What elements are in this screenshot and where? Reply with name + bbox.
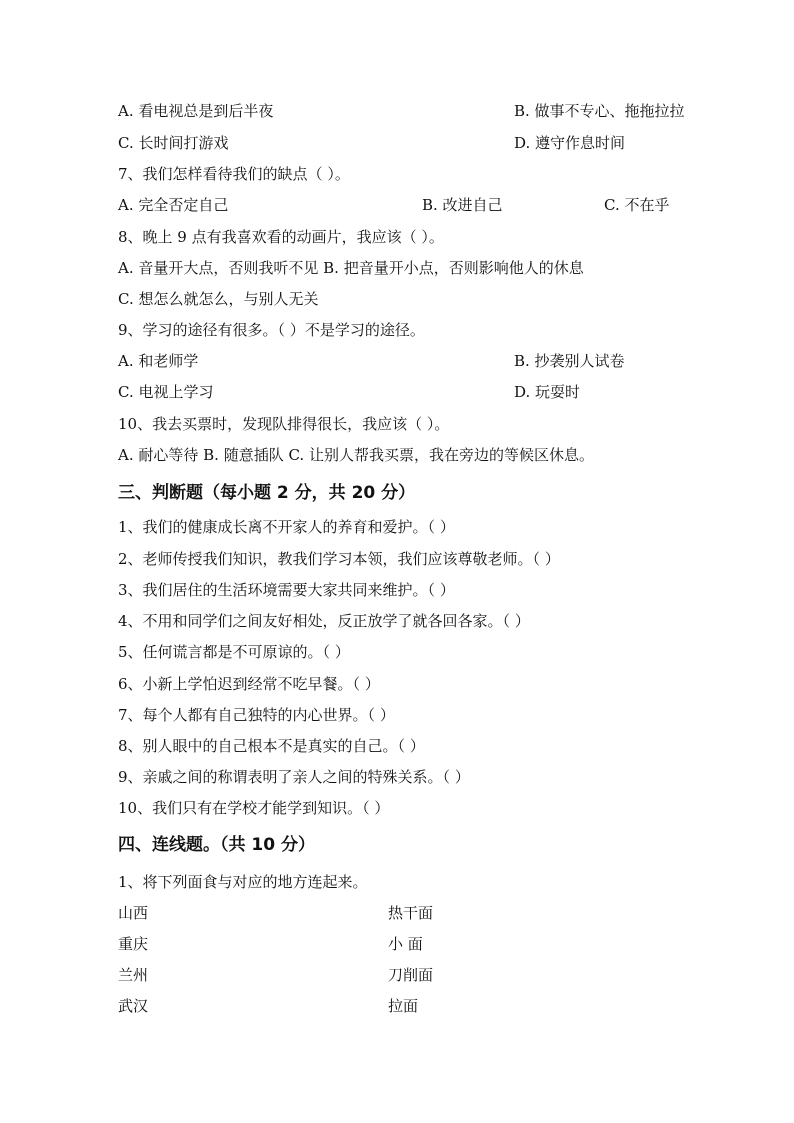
judge-item: 7、每个人都有自己独特的内心世界。（ ）	[118, 706, 395, 724]
judge-item: 5、任何谎言都是不可原谅的。（ ）	[118, 643, 350, 661]
q7-option-b: B. 改进自己	[422, 196, 503, 214]
judge-item: 6、小新上学怕迟到经常不吃早餐。（ ）	[118, 675, 380, 693]
place-item: 武汉	[118, 997, 149, 1015]
q10-options: A. 耐心等待 B. 随意插队 C. 让别人帮我买票，我在旁边的等候区休息。	[118, 446, 594, 464]
q6-options-row1	[118, 101, 685, 121]
q9-option-b: B. 抄袭别人试卷	[514, 352, 625, 370]
place-item: 重庆	[118, 935, 149, 953]
judge-item: 8、别人眼中的自己根本不是真实的自己。（ ）	[118, 737, 425, 755]
q9-option-a: A. 和老师学	[118, 352, 199, 370]
food-item: 热干面	[388, 904, 434, 922]
judge-item: 10、我们只有在学校才能学到知识。（ ）	[118, 799, 390, 817]
match-row	[118, 903, 434, 923]
q7-option-c: C. 不在乎	[604, 196, 670, 214]
q9-options-row2	[118, 382, 581, 402]
q6-option-a: A. 看电视总是到后半夜	[118, 102, 274, 120]
section4-q1: 1、将下列面食与对应的地方连起来。	[118, 873, 368, 891]
q7-options	[118, 195, 670, 215]
judge-item: 2、老师传授我们知识，教我们学习本领，我们应该尊敬老师。（ ）	[118, 550, 560, 568]
food-item: 刀削面	[388, 966, 434, 984]
food-item: 小 面	[388, 935, 423, 953]
match-row	[118, 965, 434, 985]
match-row	[118, 934, 423, 954]
q7-stem: 7、我们怎样看待我们的缺点（ ）。	[118, 165, 350, 183]
place-item: 山西	[118, 904, 149, 922]
q6-option-b: B. 做事不专心、拖拖拉拉	[514, 102, 685, 120]
section4-title: 四、连线题。（共 10 分）	[118, 835, 315, 855]
q8-stem: 8、晚上 9 点有我喜欢看的动画片，我应该（ ）。	[118, 228, 444, 246]
q9-stem: 9、学习的途径有很多。（ ）不是学习的途径。	[118, 321, 425, 339]
q9-option-d: D. 玩耍时	[514, 383, 581, 401]
q10-stem: 10、我去买票时，发现队排得很长，我应该（ ）。	[118, 415, 450, 433]
q7-option-a: A. 完全否定自己	[118, 196, 229, 214]
place-item: 兰州	[118, 966, 149, 984]
q6-option-d: D. 遵守作息时间	[514, 134, 626, 152]
judge-item: 4、不用和同学们之间友好相处，反正放学了就各回各家。（ ）	[118, 612, 530, 630]
food-item: 拉面	[388, 997, 419, 1015]
q8-options-ab: A. 音量开大点，否则我听不见 B. 把音量开小点，否则影响他人的休息	[118, 259, 584, 277]
q8-option-c: C. 想怎么就怎么，与别人无关	[118, 290, 319, 308]
match-row	[118, 996, 419, 1016]
q9-option-c: C. 电视上学习	[118, 383, 214, 401]
judge-item: 9、亲戚之间的称谓表明了亲人之间的特殊关系。（ ）	[118, 768, 470, 786]
judge-item: 3、我们居住的生活环境需要大家共同来维护。（ ）	[118, 581, 455, 599]
judge-item: 1、我们的健康成长离不开家人的养育和爱护。（ ）	[118, 518, 455, 536]
q6-options-row2	[118, 133, 626, 153]
q6-option-c: C. 长时间打游戏	[118, 134, 229, 152]
section3-title: 三、判断题（每小题 2 分，共 20 分）	[118, 483, 416, 503]
q9-options-row1	[118, 351, 625, 371]
